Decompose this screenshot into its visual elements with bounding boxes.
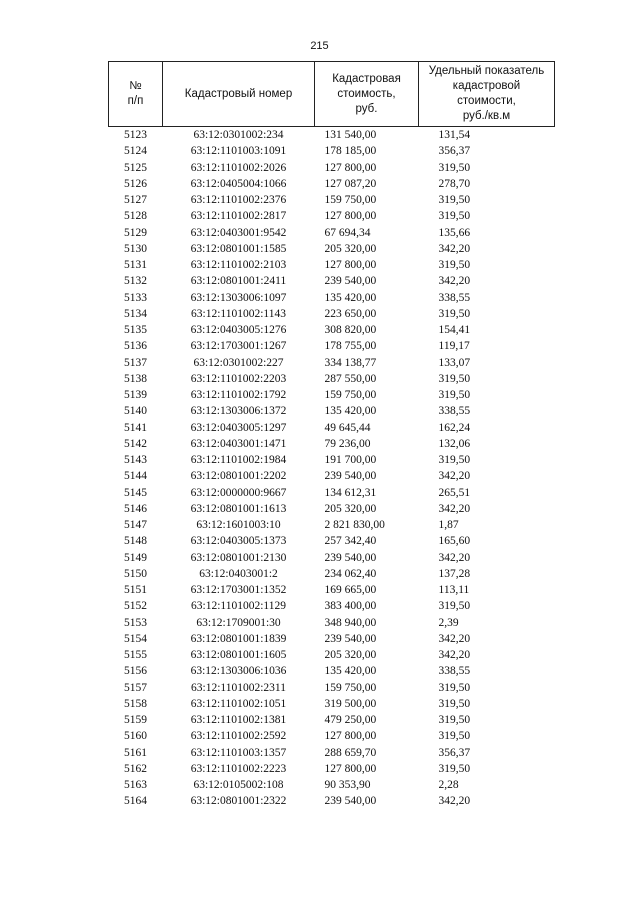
cadastral-number-cell: 63:12:0801001:2322	[190, 795, 287, 808]
table-row	[109, 582, 555, 598]
specific-value-cell: 342,20	[438, 551, 471, 564]
cadastral-value-cell: 79 236,00	[324, 437, 371, 450]
cadastral-number-cell: 63:12:1101002:2103	[190, 259, 287, 271]
cadastral-number-cell: 63:12:1101002:2223	[190, 762, 287, 775]
table-row	[109, 517, 555, 533]
specific-value-cell: 338,55	[438, 291, 471, 304]
cadastral-value-cell: 191 700,00	[324, 454, 377, 466]
row-number-cell: 5162	[124, 762, 147, 775]
specific-value-cell: 338,55	[438, 405, 471, 418]
specific-value-cell: 342,20	[438, 502, 471, 515]
specific-value-cell: 113,11	[438, 584, 470, 596]
specific-value-cell: 154,41	[438, 324, 471, 336]
cadastral-number-cell: 63:12:0000000:9667	[190, 486, 287, 499]
specific-value-cell: 319,50	[438, 307, 471, 320]
cadastral-number-cell: 63:12:0801001:2130	[190, 551, 287, 564]
row-number-cell: 5152	[124, 600, 147, 613]
table-row	[109, 420, 555, 436]
specific-value-cell: 342,20	[438, 242, 471, 255]
cadastral-value-cell: 159 750,00	[324, 681, 377, 694]
cadastral-number-cell: 63:12:0301002:234	[193, 129, 284, 141]
row-number-cell: 5143	[124, 454, 147, 466]
cadastral-number-cell: 63:12:1101003:1357	[190, 746, 287, 759]
cadastral-number-cell: 63:12:0801001:1585	[190, 242, 287, 255]
cadastral-number-cell: 63:12:1303006:1097	[190, 291, 287, 304]
row-number-cell: 5127	[124, 194, 147, 206]
table-row	[109, 208, 555, 224]
cadastral-number-cell: 63:12:1101002:1143	[191, 307, 286, 320]
cadastral-value-cell: 178 185,00	[324, 145, 377, 158]
table-row	[109, 501, 555, 517]
cadastral-value-cell: 49 645,44	[324, 421, 371, 434]
cadastral-value-cell: 2 821 830,00	[324, 519, 385, 531]
cadastral-number-cell: 63:12:1101002:1129	[191, 600, 286, 613]
page-number: 215	[310, 40, 329, 52]
table-row	[109, 127, 555, 144]
cadastral-value-cell: 127 800,00	[324, 730, 377, 743]
specific-value-cell: 356,37	[438, 746, 471, 759]
cadastral-value-cell: 127 800,00	[324, 161, 377, 174]
table-row	[109, 192, 555, 208]
specific-value-cell: 319,50	[438, 372, 471, 385]
specific-value-cell: 319,50	[438, 454, 471, 466]
row-number-cell: 5124	[124, 145, 147, 158]
cadastral-value-cell: 135 420,00	[324, 405, 377, 418]
cadastral-value-cell: 127 087,20	[324, 177, 377, 190]
specific-value-cell: 356,37	[438, 145, 471, 158]
table-row	[109, 728, 555, 744]
table-row	[109, 777, 555, 793]
row-number-cell: 5159	[124, 714, 147, 726]
table-row	[109, 273, 555, 289]
cadastral-number-cell: 63:12:1101002:2817	[190, 210, 287, 223]
header-row	[109, 62, 555, 127]
table-row	[109, 436, 555, 452]
specific-value-cell: 319,50	[438, 762, 471, 775]
cadastral-value-cell: 348 940,00	[324, 616, 377, 629]
table-row	[109, 615, 555, 631]
row-number-cell: 5130	[124, 242, 147, 255]
row-number-cell: 5142	[124, 437, 147, 450]
table-row	[109, 225, 555, 241]
row-number-cell: 5151	[124, 584, 147, 596]
row-number-cell: 5141	[124, 421, 147, 434]
cadastral-value-cell: 169 665,00	[324, 584, 377, 596]
cadastral-value-cell: 134 612,31	[324, 486, 377, 499]
cadastral-number-cell: 63:12:1101002:1051	[190, 697, 287, 710]
table-row	[109, 485, 555, 501]
cadastral-number-cell: 63:12:0105002:108	[193, 779, 284, 791]
row-number-cell: 5164	[124, 795, 147, 808]
row-number-cell: 5154	[124, 632, 147, 645]
cadastral-number-cell: 63:12:1101002:2592	[190, 730, 287, 743]
specific-value-cell: 319,50	[438, 714, 471, 726]
cadastral-value-cell: 239 540,00	[324, 551, 377, 564]
cadastral-value-cell: 135 420,00	[324, 665, 377, 678]
row-number-cell: 5146	[124, 502, 147, 515]
cadastral-number-cell: 63:12:1703001:1267	[190, 340, 287, 353]
specific-value-cell: 342,20	[438, 649, 471, 661]
table-row	[109, 647, 555, 663]
specific-value-cell: 319,50	[438, 389, 471, 401]
specific-value-cell: 1,87	[438, 519, 459, 531]
table-row	[109, 160, 555, 176]
table-row	[109, 663, 555, 679]
cadastral-value-table	[108, 61, 555, 810]
cadastral-value-cell: 319 500,00	[324, 697, 377, 710]
cadastral-number-cell: 63:12:0301002:227	[193, 356, 284, 369]
cadastral-number-cell: 63:12:1101003:1091	[190, 145, 287, 158]
cadastral-value-cell: 178 755,00	[324, 340, 377, 353]
header-cadastral-value: Кадастровая стоимость, руб.	[315, 62, 419, 127]
specific-value-cell: 319,50	[438, 194, 471, 206]
cadastral-value-cell: 159 750,00	[324, 194, 377, 206]
table-row	[109, 452, 555, 468]
table-row	[109, 680, 555, 696]
row-number-cell: 5145	[124, 486, 147, 499]
cadastral-value-cell: 334 138,77	[324, 356, 377, 369]
cadastral-number-cell: 63:12:0801001:1605	[190, 649, 287, 661]
cadastral-number-cell: 63:12:0403001:9542	[190, 226, 287, 239]
row-number-cell: 5129	[124, 226, 147, 239]
cadastral-value-cell: 127 800,00	[324, 762, 377, 775]
cadastral-number-cell: 63:12:0405004:1066	[190, 177, 287, 190]
table-row	[109, 533, 555, 549]
row-number-cell: 5128	[124, 210, 147, 223]
cadastral-number-cell: 63:12:0801001:1839	[190, 632, 287, 645]
table-row	[109, 290, 555, 306]
header-row-number: № п/п	[109, 62, 163, 127]
cadastral-value-cell: 135 420,00	[324, 291, 377, 304]
specific-value-cell: 319,50	[438, 259, 471, 271]
specific-value-cell: 319,50	[438, 681, 471, 694]
row-number-cell: 5131	[124, 259, 147, 271]
cadastral-number-cell: 63:12:1101002:1984	[190, 454, 287, 466]
table-row	[109, 696, 555, 712]
cadastral-value-cell: 127 800,00	[324, 259, 377, 271]
specific-value-cell: 132,06	[438, 437, 471, 450]
table-row	[109, 322, 555, 338]
table-row	[109, 793, 555, 809]
row-number-cell: 5150	[124, 567, 147, 580]
specific-value-cell: 119,17	[438, 340, 470, 353]
table-header	[109, 62, 555, 127]
table-row	[109, 403, 555, 419]
cadastral-value-cell: 239 540,00	[324, 470, 377, 483]
table-body	[109, 127, 555, 810]
row-number-cell: 5137	[124, 356, 147, 369]
table-row	[109, 371, 555, 387]
specific-value-cell: 133,07	[438, 356, 471, 369]
row-number-cell: 5139	[124, 389, 147, 401]
cadastral-number-cell: 63:12:1101002:1381	[190, 714, 287, 726]
row-number-cell: 5156	[124, 665, 147, 678]
cadastral-number-cell: 63:12:1601003:10	[196, 519, 281, 531]
specific-value-cell: 2,39	[438, 616, 459, 629]
cadastral-value-cell: 383 400,00	[324, 600, 377, 613]
table-row	[109, 566, 555, 582]
cadastral-value-cell: 223 650,00	[324, 307, 377, 320]
cadastral-number-cell: 63:12:1101002:2311	[191, 681, 286, 694]
row-number-cell: 5134	[124, 307, 147, 320]
row-number-cell: 5148	[124, 535, 147, 548]
specific-value-cell: 131,54	[438, 129, 471, 141]
specific-value-cell: 319,50	[438, 600, 471, 613]
row-number-cell: 5160	[124, 730, 147, 743]
table-row	[109, 761, 555, 777]
cadastral-number-cell: 63:12:1101002:2026	[190, 161, 287, 174]
cadastral-value-cell: 479 250,00	[324, 714, 377, 726]
table-row	[109, 306, 555, 322]
row-number-cell: 5133	[124, 291, 147, 304]
header-cadastral-number: Кадастровый номер	[163, 62, 315, 127]
cadastral-value-cell: 205 320,00	[324, 502, 377, 515]
cadastral-value-cell: 131 540,00	[324, 129, 377, 141]
row-number-cell: 5125	[124, 161, 147, 174]
specific-value-cell: 319,50	[438, 210, 471, 223]
row-number-cell: 5149	[124, 551, 147, 564]
specific-value-cell: 162,24	[438, 421, 471, 434]
cadastral-number-cell: 63:12:1303006:1372	[190, 405, 287, 418]
specific-value-cell: 165,60	[438, 535, 471, 548]
specific-value-cell: 137,28	[438, 567, 471, 580]
cadastral-number-cell: 63:12:0403005:1276	[190, 324, 287, 336]
table-row	[109, 550, 555, 566]
row-number-cell: 5126	[124, 177, 147, 190]
cadastral-value-cell: 288 659,70	[324, 746, 377, 759]
row-number-cell: 5132	[124, 275, 147, 288]
table-row	[109, 338, 555, 354]
specific-value-cell: 278,70	[438, 177, 471, 190]
specific-value-cell: 342,20	[438, 795, 471, 808]
table-row	[109, 598, 555, 614]
header-specific-value: Удельный показатель кадастровой стоимости, руб./кв.м	[419, 62, 555, 127]
row-number-cell: 5136	[124, 340, 147, 353]
row-number-cell: 5138	[124, 372, 147, 385]
row-number-cell: 5140	[124, 405, 147, 418]
table-row	[109, 257, 555, 273]
specific-value-cell: 319,50	[438, 730, 471, 743]
cadastral-number-cell: 63:12:1303006:1036	[190, 665, 287, 678]
cadastral-value-cell: 257 342,40	[324, 535, 377, 548]
cadastral-number-cell: 63:12:0403001:1471	[190, 437, 287, 450]
cadastral-number-cell: 63:12:0403001:2	[199, 567, 278, 580]
row-number-cell: 5153	[124, 616, 147, 629]
cadastral-value-cell: 159 750,00	[324, 389, 377, 401]
table-row	[109, 745, 555, 761]
specific-value-cell: 135,66	[438, 226, 471, 239]
cadastral-value-cell: 308 820,00	[324, 324, 377, 336]
table-row	[109, 241, 555, 257]
row-number-cell: 5155	[124, 649, 147, 661]
specific-value-cell: 2,28	[438, 779, 459, 791]
specific-value-cell: 319,50	[438, 697, 471, 710]
cadastral-number-cell: 63:12:0403005:1297	[190, 421, 287, 434]
specific-value-cell: 342,20	[438, 632, 471, 645]
row-number-cell: 5161	[124, 746, 147, 759]
cadastral-number-cell: 63:12:1101002:2376	[190, 194, 287, 206]
row-number-cell: 5135	[124, 324, 147, 336]
table-row	[109, 631, 555, 647]
cadastral-number-cell: 63:12:1101002:2203	[190, 372, 287, 385]
row-number-cell: 5123	[124, 129, 147, 141]
cadastral-number-cell: 63:12:1703001:1352	[190, 584, 287, 596]
table-row	[109, 468, 555, 484]
cadastral-number-cell: 63:12:0801001:2202	[190, 470, 287, 483]
cadastral-value-cell: 234 062,40	[324, 567, 377, 580]
cadastral-value-cell: 287 550,00	[324, 372, 377, 385]
table-row	[109, 143, 555, 159]
specific-value-cell: 319,50	[438, 161, 471, 174]
table-row	[109, 712, 555, 728]
cadastral-value-cell: 127 800,00	[324, 210, 377, 223]
table-row	[109, 387, 555, 403]
specific-value-cell: 265,51	[438, 486, 471, 499]
row-number-cell: 5157	[124, 681, 147, 694]
cadastral-value-cell: 239 540,00	[324, 795, 377, 808]
cadastral-value-cell: 239 540,00	[324, 275, 377, 288]
cadastral-value-cell: 67 694,34	[324, 226, 371, 239]
row-number-cell: 5163	[124, 779, 147, 791]
cadastral-value-cell: 90 353,90	[324, 779, 371, 791]
cadastral-number-cell: 63:12:1101002:1792	[190, 389, 287, 401]
table-row	[109, 355, 555, 371]
specific-value-cell: 342,20	[438, 470, 471, 483]
cadastral-value-cell: 205 320,00	[324, 649, 377, 661]
cadastral-number-cell: 63:12:0801001:2411	[190, 275, 287, 288]
cadastral-number-cell: 63:12:0801001:1613	[190, 502, 287, 515]
cadastral-value-cell: 239 540,00	[324, 632, 377, 645]
specific-value-cell: 338,55	[438, 665, 471, 678]
row-number-cell: 5147	[124, 519, 147, 531]
specific-value-cell: 342,20	[438, 275, 471, 288]
cadastral-value-cell: 205 320,00	[324, 242, 377, 255]
row-number-cell: 5144	[124, 470, 147, 483]
cadastral-number-cell: 63:12:0403005:1373	[190, 535, 287, 548]
row-number-cell: 5158	[124, 697, 147, 710]
table-row	[109, 176, 555, 192]
cadastral-number-cell: 63:12:1709001:30	[196, 616, 281, 629]
